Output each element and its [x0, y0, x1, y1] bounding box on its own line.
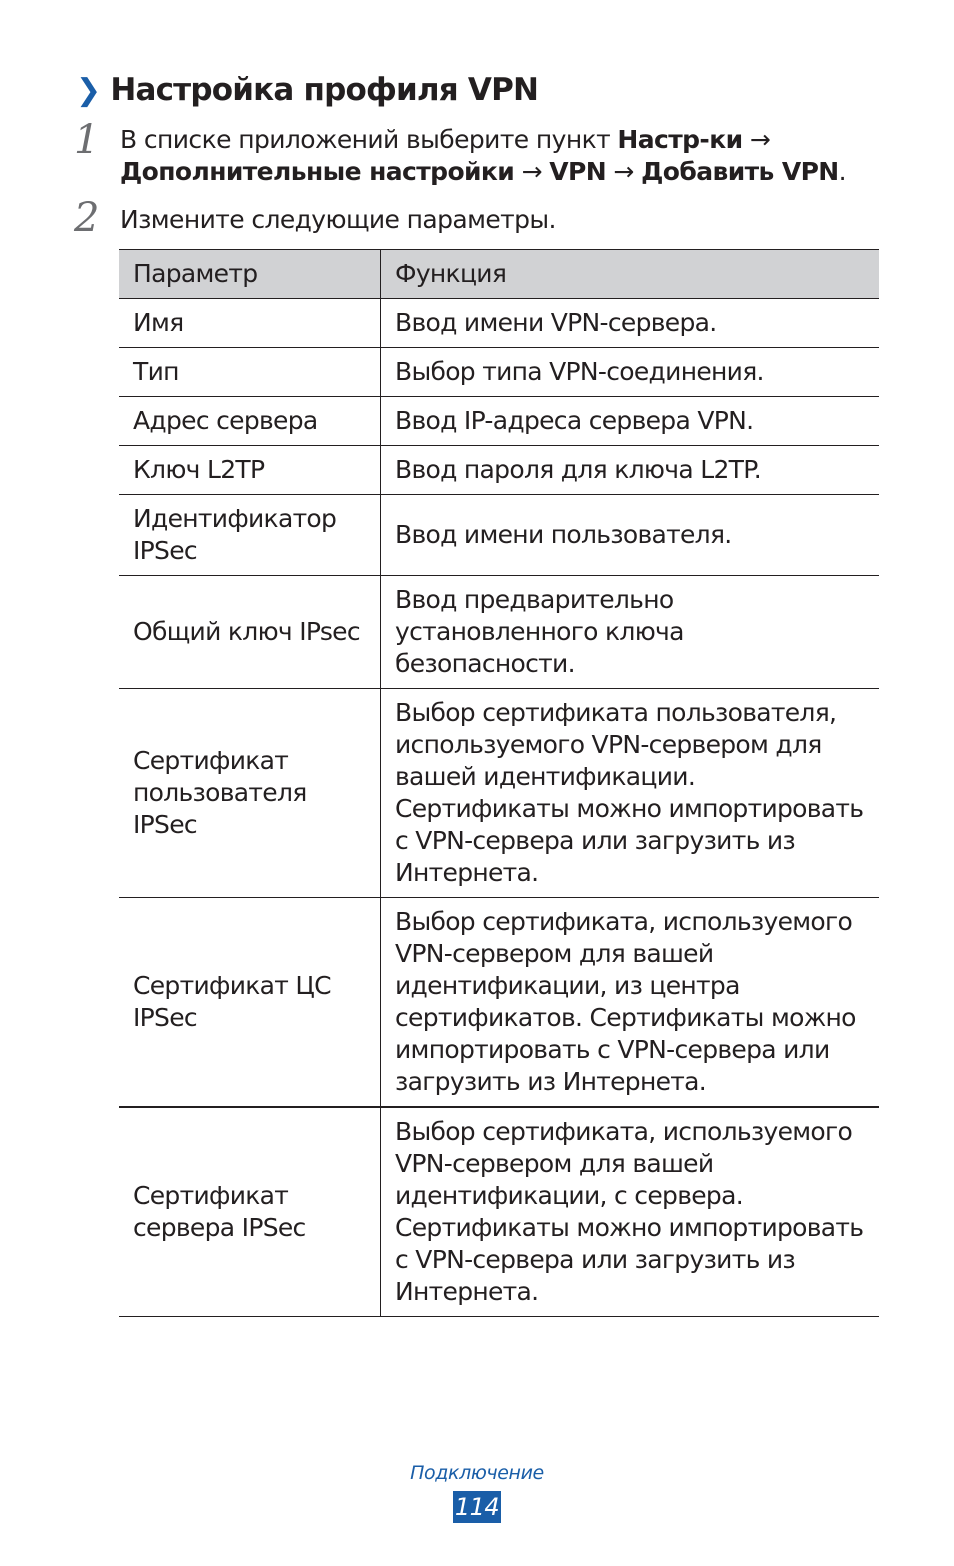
menu-path-add-vpn: Добавить VPN — [641, 157, 839, 186]
parameter-cell: Ключ L2TP — [119, 446, 381, 495]
table-row — [119, 299, 879, 348]
vpn-parameters-table — [119, 249, 879, 1317]
function-cell: Ввод пароля для ключа L2TP. — [381, 446, 880, 495]
function-cell: Выбор сертификата, используемого VPN-сервером для вашей идентификации, с сервера. Сертификаты можно импортировать с VPN-сервера или загрузить из Интернета. — [381, 1107, 880, 1317]
chevron-right-icon: ❯ — [76, 72, 101, 108]
table-row — [119, 1107, 879, 1317]
table-row — [119, 495, 879, 576]
step-text-part: . — [838, 157, 846, 186]
function-cell: Выбор сертификата, используемого VPN-сервером для вашей идентификации, из центра сертификатов. Сертификаты можно импортировать с VPN-сервера или загрузить из Интернета. — [381, 898, 880, 1108]
step-text — [120, 124, 900, 188]
function-cell: Ввод IP-адреса сервера VPN. — [381, 397, 880, 446]
parameter-cell: Сертификат ЦС IPSec — [119, 898, 381, 1108]
arrow-text: → — [514, 157, 550, 186]
parameter-cell: Общий ключ IPsec — [119, 576, 381, 689]
menu-path-settings: Настр-ки — [617, 125, 743, 154]
column-header-function: Функция — [381, 250, 880, 299]
table-row — [119, 446, 879, 495]
function-cell: Ввод предварительно установленного ключа безопасности. — [381, 576, 880, 689]
function-cell: Ввод имени пользователя. — [381, 495, 880, 576]
parameter-cell: Тип — [119, 348, 381, 397]
parameter-cell: Сертификат сервера IPSec — [119, 1107, 381, 1317]
parameter-cell: Имя — [119, 299, 381, 348]
step-number: 2 — [74, 195, 100, 241]
arrow-text: → — [742, 125, 771, 154]
table-row — [119, 689, 879, 898]
column-header-parameter: Параметр — [119, 250, 381, 299]
function-cell: Выбор типа VPN-соединения. — [381, 348, 880, 397]
arrow-text: → — [606, 157, 642, 186]
page-number: 114 — [454, 1493, 500, 1521]
step-text-part: В списке приложений выберите пункт — [120, 125, 618, 154]
parameter-cell: Сертификат пользователя IPSec — [119, 689, 381, 898]
step-text: Измените следующие параметры. — [120, 205, 556, 234]
function-cell: Ввод имени VPN-сервера. — [381, 299, 880, 348]
menu-path-vpn: VPN — [549, 157, 607, 186]
table-header-row — [119, 250, 879, 299]
section-heading — [76, 68, 538, 112]
footer-section-label: Подключение — [410, 1462, 544, 1484]
step-number: 1 — [74, 117, 100, 163]
table-row — [119, 576, 879, 689]
menu-path-advanced-settings: Дополнительные настройки — [120, 157, 515, 186]
parameter-cell: Адрес сервера — [119, 397, 381, 446]
table-row — [119, 348, 879, 397]
section-title: Настройка профиля VPN — [110, 72, 539, 108]
parameter-cell: Идентификатор IPSec — [119, 495, 381, 576]
table-row — [119, 397, 879, 446]
function-cell: Выбор сертификата пользователя, используемого VPN-сервером для вашей идентификации. Сертификаты можно импортировать с VPN-сервера или загрузить из Интернета. — [381, 689, 880, 898]
table-row — [119, 898, 879, 1108]
